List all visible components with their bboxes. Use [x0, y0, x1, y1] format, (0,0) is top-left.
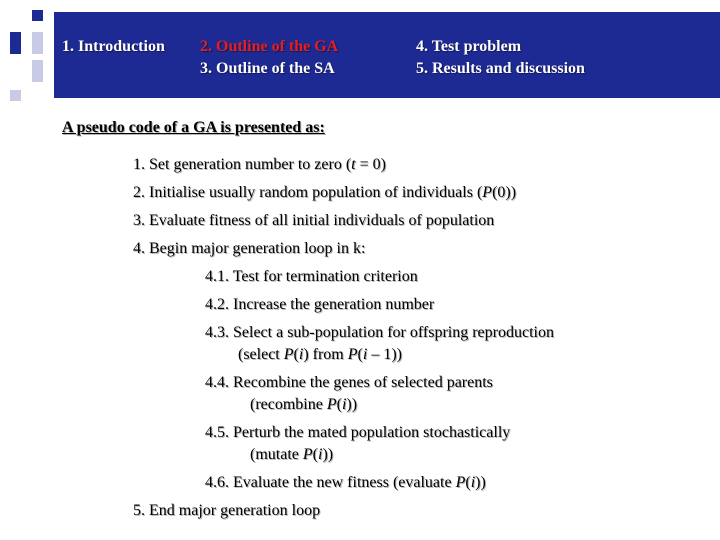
nav-results[interactable]: 5. Results and discussion [416, 60, 585, 77]
nav-test-problem[interactable]: 4. Test problem [416, 38, 522, 55]
step-4-5-detail: (mutate P(i)) [250, 446, 334, 463]
decorative-squares [0, 0, 60, 120]
nav-outline-sa[interactable]: 3. Outline of the SA [200, 60, 335, 77]
step-4-3: 4.3. Select a sub-population for offspring reproduction [205, 324, 554, 341]
step-4: 4. Begin major generation loop in k: [133, 240, 366, 257]
nav-introduction[interactable]: 1. Introduction [62, 38, 165, 55]
step-4-4: 4.4. Recombine the genes of selected parents [205, 374, 493, 391]
step-4-5: 4.5. Perturb the mated population stochastically [205, 424, 511, 441]
step-2: 2. Initialise usually random population of individuals (P(0)) [133, 184, 517, 201]
step-4-4-detail: (recombine P(i)) [250, 396, 358, 413]
step-1: 1. Set generation number to zero (t = 0) [133, 156, 386, 173]
step-3: 3. Evaluate fitness of all initial individuals of population [133, 212, 495, 229]
step-4-6: 4.6. Evaluate the new fitness (evaluate P(i)) [205, 474, 486, 491]
step-4-3-detail: (select P(i) from P(i – 1)) [238, 346, 402, 363]
step-4-1: 4.1. Test for termination criterion [205, 268, 418, 285]
slide-subtitle: A pseudo code of a GA is presented as: [62, 119, 325, 136]
nav-outline-ga[interactable]: 2. Outline of the GA [200, 38, 339, 55]
step-4-2: 4.2. Increase the generation number [205, 296, 435, 313]
step-5: 5. End major generation loop [133, 502, 321, 519]
